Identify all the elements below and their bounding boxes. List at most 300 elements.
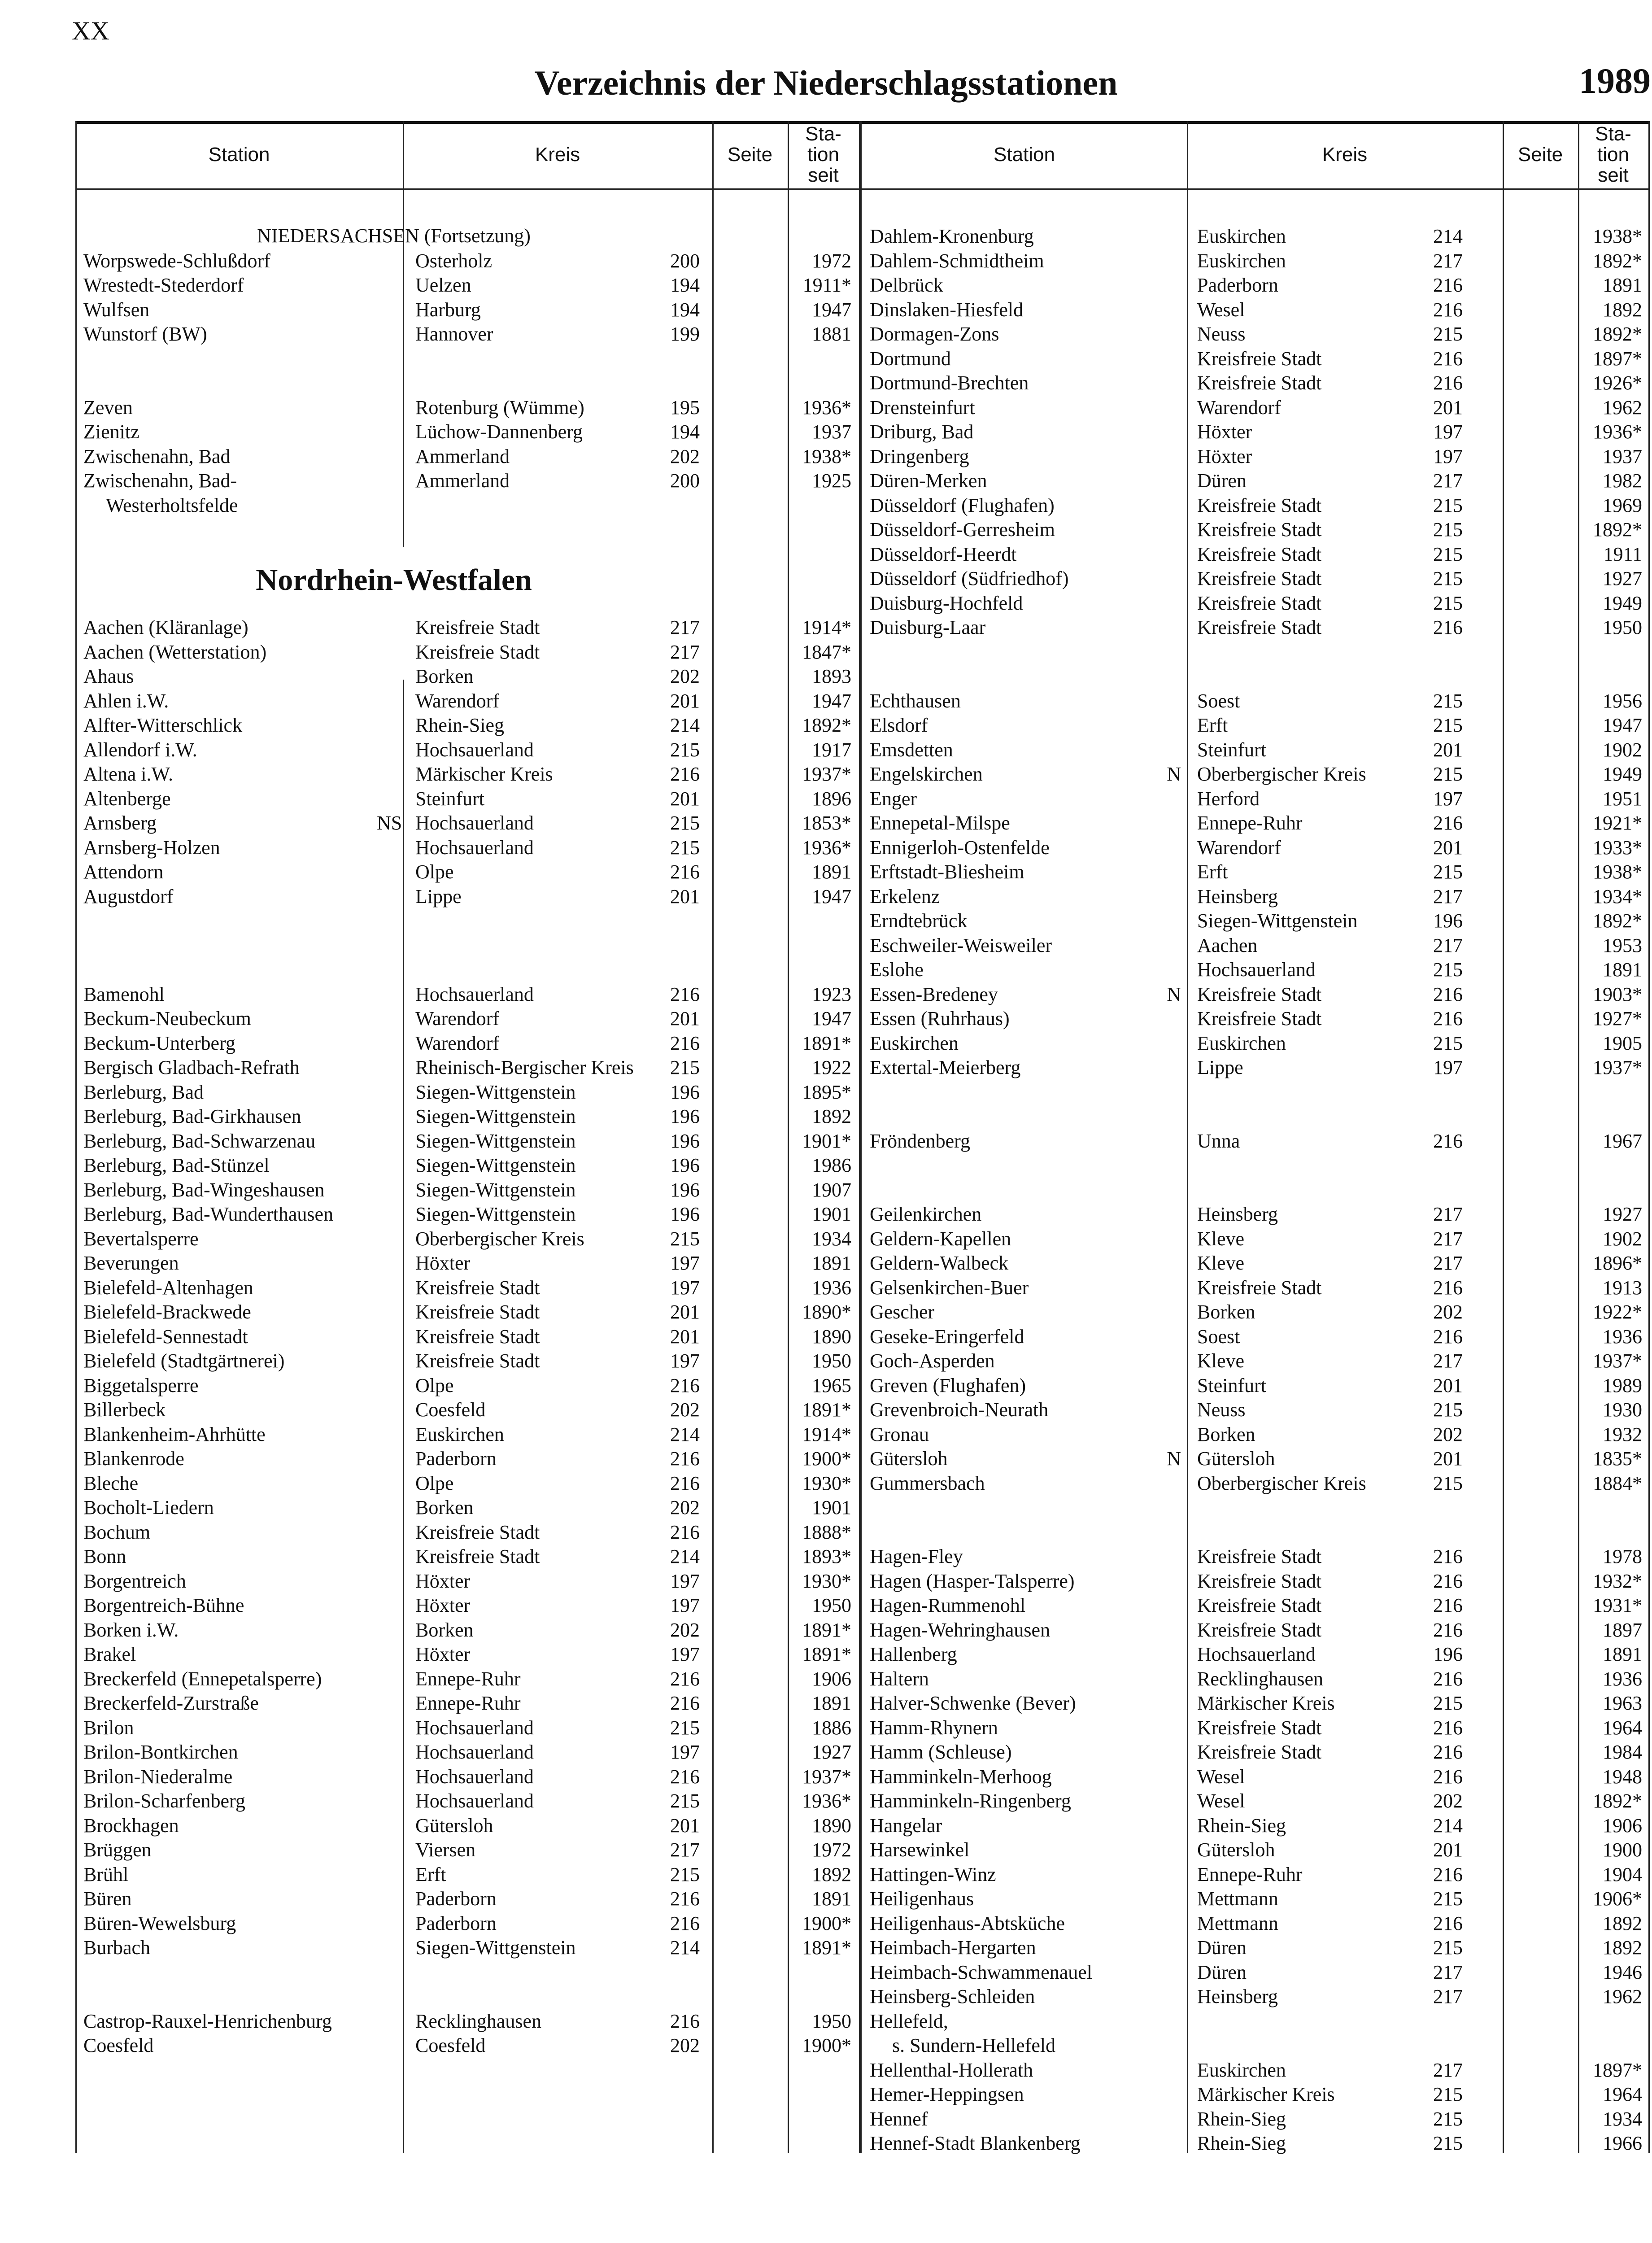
page-ref: 216 [670,1521,700,1543]
station-name: Düsseldorf-Heerdt [870,543,1017,565]
col-header-kreis: Kreis [535,144,580,166]
kreis-name: Borken [415,1619,474,1641]
page-ref: 216 [1433,347,1463,370]
kreis-name: Warendorf [1197,396,1281,419]
kreis-name: Kreisfreie Stadt [1197,1008,1322,1030]
kreis-name: Rhein-Sieg [1197,1814,1286,1837]
kreis-name: Rhein-Sieg [415,714,504,736]
table-row [862,762,1648,786]
kreis-name: Kreisfreie Stadt [1197,616,1322,638]
station-since: 1892* [1593,249,1642,272]
station-name: Hallenberg [870,1643,957,1665]
page-ref: 202 [670,1497,700,1519]
page-ref: 217 [1433,249,1463,272]
table-row [862,2107,1648,2131]
table-row [862,1300,1648,1324]
station-marker: NS [377,812,402,834]
table-row [862,885,1648,909]
station-name: Brüggen [83,1839,152,1861]
table-row [862,347,1648,371]
station-name: Gummersbach [870,1472,985,1494]
table-row [75,298,859,322]
page-ref: 215 [1433,323,1463,345]
station-since: 1962 [1603,396,1642,419]
station-name: Harsewinkel [870,1839,970,1861]
station-since: 1950 [812,1594,851,1616]
kreis-name: Kreisfreie Stadt [415,1276,540,1299]
table-row [75,1911,859,1936]
station-since: 1897* [1593,347,1642,370]
kreis-name: Siegen-Wittgenstein [415,1203,576,1225]
page-ref: 202 [670,1619,700,1641]
station-name: Hamm (Schleuse) [870,1741,1012,1763]
table-row [862,1007,1648,1031]
kreis-name: Mettmann [1197,1888,1278,1910]
table-row [75,640,859,664]
station-name: Brilon-Niederalme [83,1765,233,1788]
page-ref: 215 [1433,763,1463,785]
station-since: 1934 [1603,2108,1642,2130]
kreis-name: Euskirchen [1197,249,1286,272]
station-since: 1891* [802,1399,851,1421]
station-since: 1906* [1593,1888,1642,1910]
page-ref: 215 [670,1056,700,1078]
table-row [862,2009,1648,2034]
station-name: Berleburg, Bad [83,1081,204,1103]
page-ref: 216 [1433,1325,1463,1348]
station-name: Duisburg-Laar [870,616,986,638]
table-row [862,1129,1648,1153]
table-row [862,958,1648,982]
table-row [862,2082,1648,2107]
station-name: Berleburg, Bad-Schwarzenau [83,1130,316,1152]
station-since: 1905 [1603,1032,1642,1054]
table-row [75,1080,859,1104]
station-since: 1888* [802,1521,851,1543]
kreis-name: Euskirchen [1197,2059,1286,2081]
station-since: 1892 [1603,1937,1642,1959]
station-name: Aachen (Kläranlage) [83,616,248,638]
kreis-name: Lippe [1197,1056,1243,1078]
station-since: 1897 [1603,1619,1642,1641]
station-name: Enger [870,787,917,810]
station-name: Brilon [83,1716,134,1739]
station-since: 1933* [1593,836,1642,859]
table-row [75,1618,859,1642]
page-ref: 194 [670,298,700,321]
table-row [75,1667,859,1691]
page-ref: 216 [670,1374,700,1396]
table-row [75,1765,859,1789]
kreis-name: Recklinghausen [1197,1667,1324,1690]
page-ref: 201 [670,787,700,810]
station-name: Aachen (Wetterstation) [83,641,267,663]
page-ref: 216 [670,1667,700,1690]
station-since: 1937 [1603,445,1642,467]
station-name: Hagen (Hasper-Talsperre) [870,1570,1075,1592]
station-since: 1890* [802,1301,851,1323]
table-row [75,1129,859,1153]
kreis-name: Kreisfreie Stadt [1197,543,1322,565]
table-row [862,1618,1648,1642]
station-since: 1890 [812,1325,851,1348]
station-name: Borgentreich-Bühne [83,1594,244,1616]
page-ref: 201 [1433,1839,1463,1861]
kreis-name: Gütersloh [1197,1839,1275,1861]
station-name: s. Sundern-Hellefeld [892,2034,1056,2056]
page-ref: 215 [670,738,700,761]
kreis-name: Hochsauerland [1197,959,1316,981]
page-ref: 215 [670,1716,700,1739]
station-name: Wunstorf (BW) [83,323,207,345]
kreis-name: Coesfeld [415,2034,486,2056]
station-name: Bielefeld-Altenhagen [83,1276,253,1299]
kreis-name: Siegen-Wittgenstein [415,1937,576,1959]
page-ref: 196 [670,1154,700,1176]
kreis-name: Kreisfreie Stadt [415,1350,540,1372]
kreis-name: Kreisfreie Stadt [1197,1545,1322,1567]
station-since: 1927 [812,1741,851,1763]
kreis-name: Oberbergischer Kreis [415,1227,584,1250]
station-since: 1886 [812,1716,851,1739]
page-ref: 201 [1433,396,1463,419]
station-since: 1984 [1603,1741,1642,1763]
page-ref: 201 [670,1814,700,1837]
kreis-name: Düren [1197,470,1247,492]
station-since: 1965 [812,1374,851,1396]
page-ref: 197 [670,1594,700,1616]
station-since: 1938* [1593,225,1642,247]
page-ref: 201 [1433,836,1463,859]
table-row [75,1325,859,1349]
station-name: Hangelar [870,1814,942,1837]
kreis-name: Coesfeld [415,1399,486,1421]
page-ref: 217 [1433,934,1463,956]
table-row [862,1863,1648,1887]
station-name: Blankenheim-Ahrhütte [83,1423,266,1445]
page-ref: 215 [670,1227,700,1250]
station-name: Zwischenahn, Bad [83,445,231,467]
station-since: 1847* [802,641,851,663]
station-name: Beckum-Neubeckum [83,1008,251,1030]
page-ref: 217 [1433,1203,1463,1225]
table-row [75,1716,859,1740]
station-since: 1927 [1603,567,1642,589]
station-since: 1938* [1593,861,1642,883]
kreis-name: Erft [1197,714,1228,736]
station-name: Dortmund-Brechten [870,372,1029,394]
kreis-name: Neuss [1197,1399,1246,1421]
table-row [862,445,1648,469]
table-row [75,738,859,762]
station-since: 1921* [1593,812,1642,834]
station-name: Dormagen-Zons [870,323,999,345]
table-row [862,1789,1648,1813]
kreis-name: Höxter [415,1594,471,1616]
kreis-name: Düren [1197,1961,1247,1983]
station-since: 1906 [1603,1814,1642,1837]
kreis-name: Viersen [415,1839,476,1861]
kreis-name: Märkischer Kreis [1197,1692,1335,1714]
station-since: 1953 [1603,934,1642,956]
station-since: 1949 [1603,592,1642,614]
station-name: Heiligenhaus [870,1888,974,1910]
station-since: 1891 [812,861,851,883]
station-since: 1936* [802,396,851,419]
page-ref: 202 [1433,1301,1463,1323]
kreis-name: Euskirchen [415,1423,504,1445]
station-name: Ennigerloh-Ostenfelde [870,836,1050,859]
page-ref: 214 [1433,1814,1463,1837]
station-name: Düsseldorf (Flughafen) [870,494,1055,516]
station-name: Gescher [870,1301,935,1323]
table-row [862,1691,1648,1715]
station-since: 1931* [1593,1594,1642,1616]
table-row [862,1447,1648,1471]
station-name: Geldern-Kapellen [870,1227,1011,1250]
table-row [75,1202,859,1226]
station-name: Bonn [83,1545,126,1567]
kreis-name: Siegen-Wittgenstein [415,1105,576,1127]
station-since: 1891 [1603,1643,1642,1665]
page-ref: 216 [1433,616,1463,638]
station-since: 1956 [1603,689,1642,712]
table-row [862,1398,1648,1422]
page-ref: 196 [670,1203,700,1225]
kreis-name: Höxter [415,1252,471,1274]
page-ref: 201 [1433,738,1463,761]
kreis-name: Borken [415,1497,474,1519]
kreis-name: Recklinghausen [415,2010,542,2032]
table-row [862,591,1648,615]
page-ref: 215 [1433,1399,1463,1421]
table-row [75,1104,859,1129]
kreis-name: Kreisfreie Stadt [1197,519,1322,541]
table-row [75,982,859,1007]
station-since: 1972 [812,1839,851,1861]
table-row [862,2058,1648,2082]
table-row [862,713,1648,737]
page-ref: 202 [670,445,700,467]
station-since: 1927* [1593,1008,1642,1030]
page-ref: 217 [1433,1961,1463,1983]
table-row [75,420,859,444]
station-name: Erftstadt-Bliesheim [870,861,1024,883]
station-name: Brockhagen [83,1814,179,1837]
station-since: 1892 [1603,1912,1642,1934]
page-ref: 201 [670,1008,700,1030]
page-ref: 194 [670,421,700,443]
kreis-name: Warendorf [415,689,500,712]
table-row [75,1642,859,1667]
station-name: Drensteinfurt [870,396,975,419]
station-name: Beckum-Unterberg [83,1032,235,1054]
station-name: Hellefeld, [870,2010,948,2032]
table-row [862,2131,1648,2156]
station-since: 1892* [1593,519,1642,541]
kreis-name: Kleve [1197,1252,1245,1274]
table-row [75,445,859,469]
station-since: 1891 [812,1692,851,1714]
kreis-name: Wesel [1197,298,1245,321]
station-since: 1902 [1603,738,1642,761]
page-ref: 217 [670,641,700,663]
station-name: Bielefeld-Brackwede [83,1301,251,1323]
table-row [75,1423,859,1447]
page-ref: 216 [1433,1912,1463,1934]
kreis-name: Höxter [415,1643,471,1665]
station-since: 1966 [1603,2132,1642,2154]
station-since: 1964 [1603,1716,1642,1739]
kreis-name: Heinsberg [1197,1203,1278,1225]
station-name: Breckerfeld-Zurstraße [83,1692,259,1714]
table-row [862,738,1648,762]
table-row [75,1569,859,1593]
kreis-name: Paderborn [415,1912,497,1934]
page-ref: 217 [1433,1227,1463,1250]
kreis-name: Warendorf [415,1008,500,1030]
station-since: 1949 [1603,763,1642,785]
table-row [862,1374,1648,1398]
table-row [862,420,1648,444]
kreis-name: Rhein-Sieg [1197,2132,1286,2154]
table-row [862,909,1648,933]
table-row [75,1447,859,1471]
table-row [75,1887,859,1911]
station-since: 1891* [802,1032,851,1054]
kreis-name: Neuss [1197,323,1246,345]
station-since: 1986 [812,1154,851,1176]
table-row [862,518,1648,542]
page-ref: 214 [670,714,700,736]
table-row [75,615,859,640]
page-ref: 215 [1433,1032,1463,1054]
table-row [862,1960,1648,1985]
table-row [862,1814,1648,1838]
station-since: 1900* [802,1912,851,1934]
station-since: 1904 [1603,1863,1642,1885]
kreis-name: Märkischer Kreis [1197,2083,1335,2105]
station-since: 1900 [1603,1839,1642,1861]
page-ref: 216 [670,983,700,1005]
table-row [862,689,1648,713]
station-since: 1937 [812,421,851,443]
page-ref: 215 [670,1863,700,1885]
table-row [75,1496,859,1520]
station-name: Augustdorf [83,885,174,908]
table-row [862,493,1648,518]
station-name: Breckerfeld (Ennepetalsperre) [83,1667,322,1690]
station-since: 1900* [802,1448,851,1470]
station-name: Worpswede-Schlußdorf [83,249,270,272]
kreis-name: Hochsauerland [415,1765,534,1788]
page-ref: 197 [670,1643,700,1665]
station-name: Büren-Wewelsburg [83,1912,236,1934]
station-name: Dortmund [870,347,951,370]
station-name: Geseke-Eringerfeld [870,1325,1024,1348]
kreis-name: Siegen-Wittgenstein [415,1130,576,1152]
station-name: Grevenbroich-Neurath [870,1399,1049,1421]
table-row [862,615,1648,640]
page-ref: 201 [670,885,700,908]
station-name: Heiligenhaus-Abtsküche [870,1912,1065,1934]
station-since: 1936* [1593,421,1642,443]
page-ref: 200 [670,249,700,272]
table-row [862,2034,1648,2058]
page-ref: 216 [670,1765,700,1788]
station-name: Hellenthal-Hollerath [870,2059,1033,2081]
page-ref: 215 [1433,861,1463,883]
station-name: Bochum [83,1521,151,1543]
page-ref: 215 [1433,1888,1463,1910]
page-ref: 197 [670,1741,700,1763]
station-since: 1892* [1593,323,1642,345]
page-ref: 216 [1433,1130,1463,1152]
kreis-name: Aachen [1197,934,1258,956]
table-row [862,1276,1648,1300]
kreis-name: Hochsauerland [1197,1643,1316,1665]
station-marker: N [1167,983,1181,1005]
station-since: 1948 [1603,1765,1642,1788]
kreis-name: Heinsberg [1197,1986,1278,2007]
page-ref: 197 [670,1276,700,1299]
station-name: Zienitz [83,421,139,443]
col-header-station: Station [208,144,270,166]
station-name: Halver-Schwenke (Bever) [870,1692,1076,1714]
station-since: 1890 [812,1814,851,1837]
page-ref: 216 [1433,1276,1463,1299]
station-name: Echthausen [870,689,961,712]
table-row [75,1349,859,1373]
station-name: Euskirchen [870,1032,959,1054]
table-row [862,1716,1648,1740]
table-row [75,1251,859,1275]
page-ref: 201 [670,689,700,712]
station-since: 1922 [812,1056,851,1078]
page-ref: 195 [670,396,700,419]
page-ref: 201 [670,1301,700,1323]
station-name: Brilon-Scharfenberg [83,1790,245,1812]
table-row [862,1569,1648,1593]
page-ref: 202 [1433,1423,1463,1445]
station-name: Wulfsen [83,298,150,321]
page-ref: 197 [670,1252,700,1274]
station-name: Hagen-Fley [870,1545,963,1567]
page-ref: 217 [1433,1252,1463,1274]
station-since: 1901 [812,1203,851,1225]
station-since: 1967 [1603,1130,1642,1152]
kreis-name: Hochsauerland [415,1716,534,1739]
station-name: Hennef [870,2108,928,2130]
section-heading: Nordrhein-Westfalen [256,563,532,597]
kreis-name: Kreisfreie Stadt [415,641,540,663]
kreis-name: Herford [1197,787,1260,810]
page-ref: 197 [1433,787,1463,810]
station-name: Bielefeld (Stadtgärtnerei) [83,1350,285,1372]
col-header-kreis-right: Kreis [1322,144,1368,166]
table-row [862,1349,1648,1373]
page-ref: 216 [670,763,700,785]
page-ref: 215 [1433,494,1463,516]
station-since: 1947 [812,689,851,712]
station-since: 1950 [1603,616,1642,638]
station-table [75,121,1650,2158]
table-row [75,1471,859,1496]
table-row [862,1765,1648,1789]
station-name: Berleburg, Bad-Stünzel [83,1154,270,1176]
table-row [862,542,1648,567]
kreis-name: Olpe [415,861,454,883]
